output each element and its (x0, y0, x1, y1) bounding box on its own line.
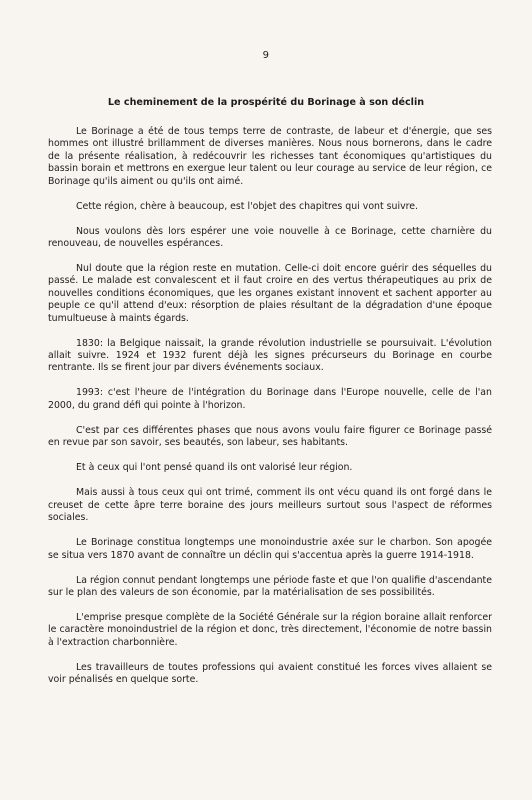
paragraph: L'emprise presque complète de la Société Générale sur la région boraine allait renforcer le caractère monoindustriel de la région et donc, très directement, l'économie de notre bassin à l'extraction charbonnière. (48, 611, 492, 648)
paragraph: Nous voulons dès lors espérer une voie nouvelle à ce Borinage, cette charnière du renouveau, de nouvelles espérances. (48, 225, 492, 250)
page-number: 9 (262, 50, 270, 61)
paragraph: Le Borinage constitua longtemps une monoindustrie axée sur le charbon. Son apogée se situa vers 1870 avant de connaître un déclin qui s'accentua après la guerre 1914-1918. (48, 537, 492, 561)
paragraph: 1993: c'est l'heure de l'intégration du Borinage dans l'Europe nouvelle, celle de l'an 2000, du grand défi qui pointe à l'horizon. (48, 387, 492, 411)
document-title: Le cheminement de la prospérité du Borinage à son déclin (107, 97, 425, 108)
paragraph: Et à ceux qui l'ont pensé quand ils ont valorisé leur région. (76, 462, 353, 474)
paragraph: Nul doute que la région reste en mutation. Celle-ci doit encore guérir des séquelles du passé. Le malade est convalescent et il faut croire en des vertus thérapeutiques au prix de nouvelles conditions économiques, que les organes existant innovent et sachent apporter au peuple ce qu'il attend d'eux: résorption de plaies résultant de la dégradation d'une époque tumultueuse à maints égards. (48, 263, 492, 324)
paragraph: Le Borinage a été de tous temps terre de contraste, de labeur et d'énergie, que ses hommes ont illustré brillamment de diverses manières. Nous nous bornerons, dans le cadre de la présente réalisation, à redécouvrir les richesses tant économiques qu'artistiques du bassin borain et mettrons en exergue leur talent ou leur courage au service de leur région, ce Borinage qu'ils aiment ou qu'ils ont aimé. (48, 126, 492, 187)
document-body (48, 126, 492, 699)
paragraph: Cette région, chère à beaucoup, est l'objet des chapitres qui vont suivre. (76, 200, 419, 212)
paragraph: La région connut pendant longtemps une période faste et que l'on qualifie d'ascendante sur le plan des valeurs de son économie, par la matérialisation de ses possibilités. (48, 574, 492, 598)
paragraph: Les travailleurs de toutes professions qui avaient constitué les forces vives allaient se voir pénalisés en quelque sorte. (48, 661, 492, 686)
paragraph: 1830: la Belgique naissait, la grande révolution industrielle se poursuivait. L'évolution allait suivre. 1924 et 1932 furent déjà les signes précurseurs du Borinage en courbe rentrante. Ils se firent jour par divers événements sociaux. (48, 337, 492, 374)
paragraph: Mais aussi à tous ceux qui ont trimé, comment ils ont vécu quand ils ont forgé dans le creuset de cette âpre terre boraine des jours meilleurs surtout sous l'aspect de réformes sociales. (48, 487, 492, 524)
paragraph: C'est par ces différentes phases que nous avons voulu faire figurer ce Borinage passé en revue par son savoir, ses beautés, son labeur, ses habitants. (48, 424, 492, 449)
